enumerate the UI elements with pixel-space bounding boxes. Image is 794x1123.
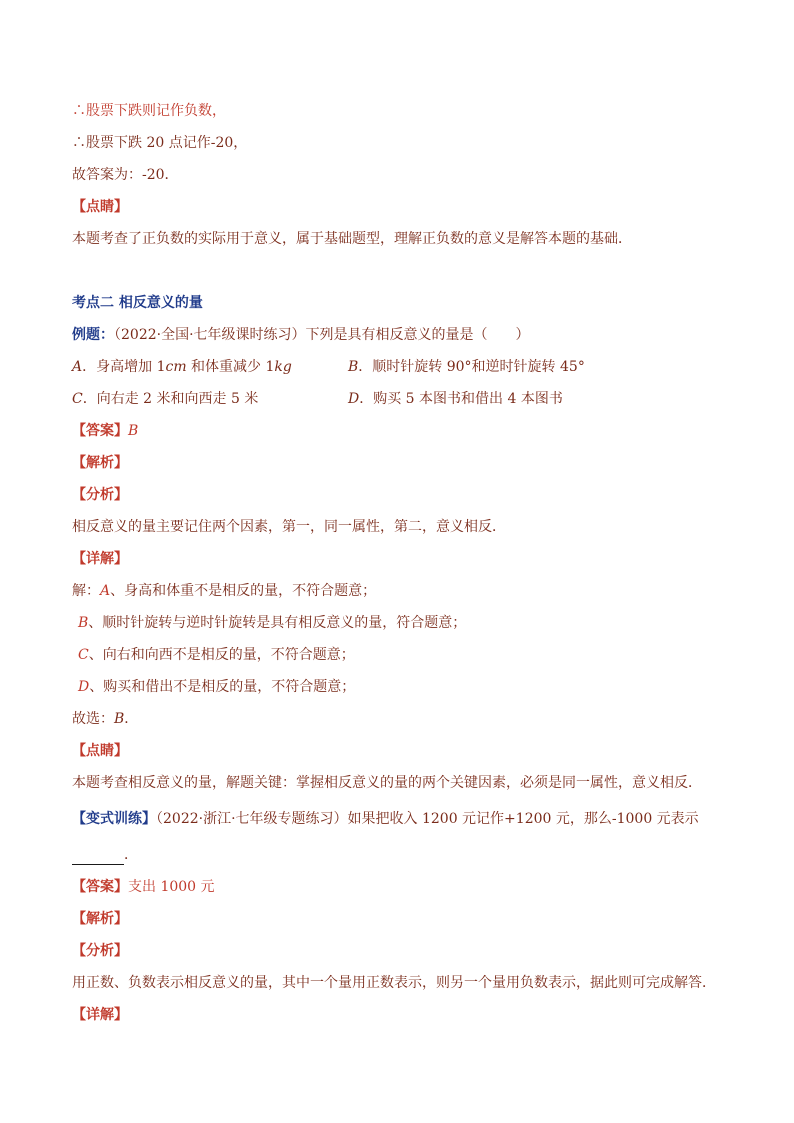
solution-line-c: C、向右和向西不是相反的量，不符合题意； <box>78 647 355 663</box>
section-heading: 考点二 相反意义的量 <box>72 295 203 311</box>
text-line: 本题考查相反意义的量，解题关键：掌握相反意义的量的两个关键因素，必须是同一属性，意义相反． <box>72 775 702 791</box>
example-label: 例题： <box>72 327 114 343</box>
section-label: 【点睛】 <box>72 199 128 215</box>
solution-line-d: D、购买和借出不是相反的量，不符合题意； <box>78 679 356 695</box>
text-line: ∴股票下跌则记作负数， <box>72 103 226 119</box>
variant-text: （2022·浙江·七年级专题练习）如果把收入 1200 元记作+1200 元，那么-1000 元表示 <box>156 811 699 827</box>
section-label: 【详解】 <box>72 551 128 567</box>
options-row-2 <box>72 389 563 409</box>
answer-blank-line: ． <box>72 845 138 865</box>
section-label: 【详解】 <box>72 1007 128 1023</box>
section-label: 【点睛】 <box>72 743 128 759</box>
answer-blank <box>72 850 124 865</box>
variant-label: 【变式训练】 <box>72 811 156 827</box>
text-line: 相反意义的量主要记住两个因素，第一，同一属性，第二，意义相反． <box>72 519 506 535</box>
option-d: D．购买 5 本图书和借出 4 本图书 <box>348 391 563 407</box>
answer-value: B <box>128 423 139 439</box>
option-b: B．顺时针旋转 90°和逆时针旋转 45° <box>348 359 585 375</box>
text-line: 本题考查了正负数的实际用于意义，属于基础题型，理解正负数的意义是解答本题的基础． <box>72 231 632 247</box>
section-label: 【解析】 <box>72 911 128 927</box>
options-row-1 <box>72 357 585 377</box>
choose-line: 故选：B． <box>72 711 139 727</box>
answer-line <box>72 877 215 897</box>
section-label: 【分析】 <box>72 943 128 959</box>
text-line: 故答案为：-20． <box>72 167 179 183</box>
solution-line-b: B、顺时针旋转与逆时针旋转是具有相反意义的量，符合题意； <box>78 615 467 631</box>
section-label: 【解析】 <box>72 455 128 471</box>
text-line: ∴股票下跌 20 点记作-20， <box>72 135 248 151</box>
section-label: 【分析】 <box>72 487 128 503</box>
variant-question <box>72 809 699 829</box>
answer-label: 【答案】 <box>72 879 128 895</box>
option-c: C．向右走 2 米和向西走 5 米 <box>72 391 259 407</box>
solution-line-a: 解：A、身高和体重不是相反的量，不符合题意； <box>72 583 377 599</box>
text-line: 用正数、负数表示相反意义的量，其中一个量用正数表示，则另一个量用负数表示，据此则可完成解答． <box>72 975 716 991</box>
answer-value: 支出 1000 元 <box>128 879 215 895</box>
example-text: （2022·全国·七年级课时练习）下列是具有相反意义的量是（ ） <box>114 327 530 343</box>
example-question <box>72 325 530 345</box>
answer-label: 【答案】 <box>72 423 128 439</box>
option-a: A．身高增加 1cm 和体重减少 1kg <box>72 359 292 375</box>
answer-line <box>72 421 138 441</box>
